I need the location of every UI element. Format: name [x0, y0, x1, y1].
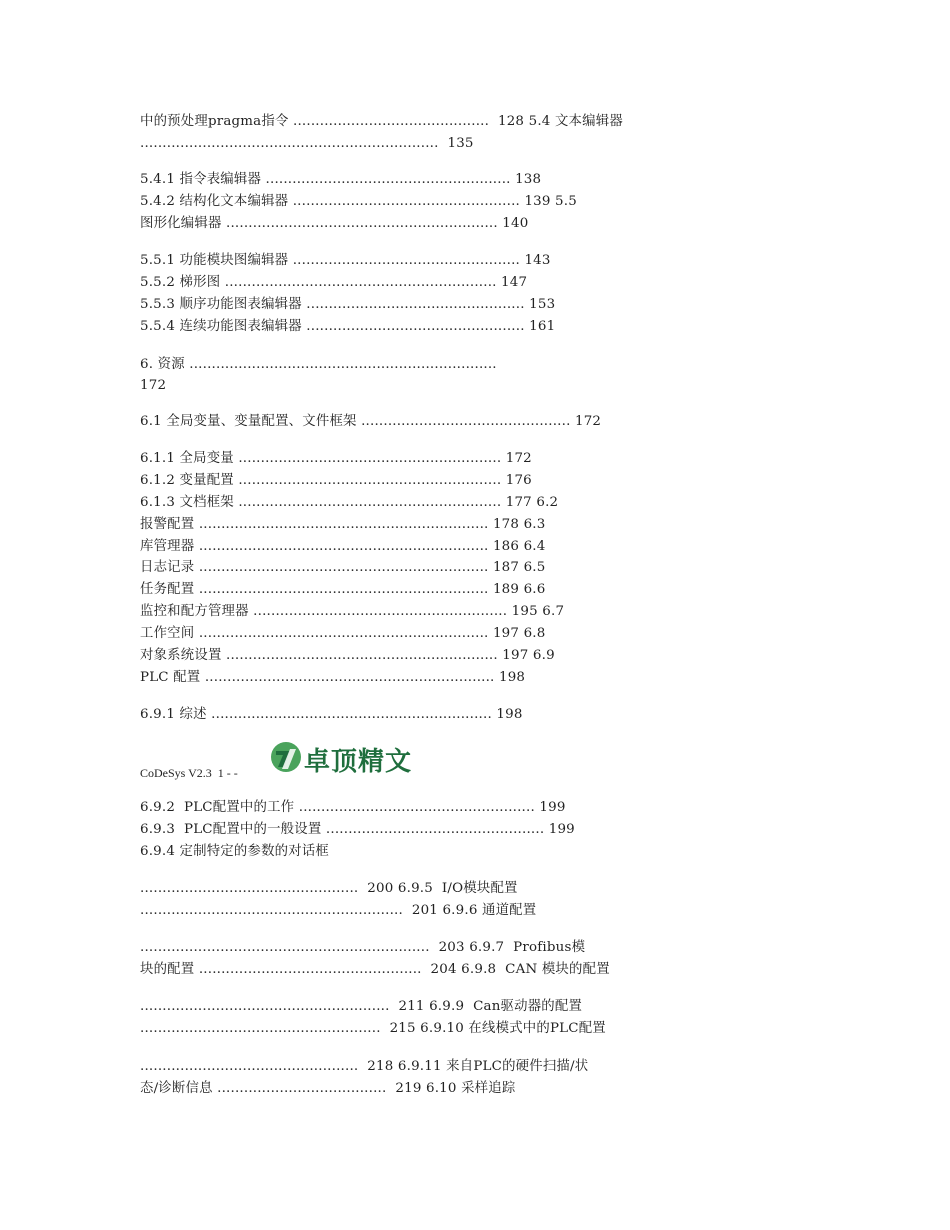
toc-line: 5.5.1 功能模块图编辑器 ................................................... 143 [140, 253, 551, 268]
toc-line: 6.9.1 综述 ............................................................... 198 [140, 707, 523, 722]
toc-line: 6.1.1 全局变量 ........................................................... 172 [140, 451, 532, 466]
toc-line: ................................................................. 203 6.9.7 Profibus模 [140, 940, 586, 955]
toc-line: ................................................. 218 6.9.11 来自PLC的硬件扫描/状 [140, 1059, 589, 1074]
toc-line: 5.4.1 指令表编辑器 ....................................................... 138 [140, 172, 542, 187]
toc-line: 6.1.2 变量配置 ........................................................... 176 [140, 473, 532, 488]
toc-line: 6.9.3 PLC配置中的一般设置 ................................................. 199 [140, 822, 575, 837]
toc-line: 5.5.2 梯形图 ............................................................. 147 [140, 275, 528, 290]
toc-line: 日志记录 ................................................................. 187 6.5 [140, 560, 546, 575]
toc-line: ........................................................ 211 6.9.9 Can驱动器的配置 [140, 999, 583, 1014]
toc-line: ........................................................... 201 6.9.6 通道配置 [140, 903, 537, 918]
toc-line: 对象系统设置 ............................................................. 197 6.9 [140, 648, 555, 663]
toc-line: 6.1 全局变量、变量配置、文件框架 ............................................... 172 [140, 414, 602, 429]
toc-line: 报警配置 ................................................................. 178 6.3 [140, 517, 546, 532]
toc-line: 172 [140, 378, 167, 393]
toc-line: 5.5.3 顺序功能图表编辑器 ................................................. 153 [140, 297, 556, 312]
toc-line: ................................................. 200 6.9.5 I/O模块配置 [140, 881, 518, 896]
toc-line: 监控和配方管理器 ......................................................... 195 6.7 [140, 604, 565, 619]
toc-line: 6. 资源 ..................................................................... [140, 357, 502, 372]
toc-line: 库管理器 ................................................................. 186 6.4 [140, 539, 546, 554]
toc-line: ................................................................... 135 [140, 136, 474, 151]
toc-line: 中的预处理pragma指令 ............................................ 128 5.4 文本编辑器 [140, 114, 623, 129]
toc-line: 任务配置 ................................................................. 189 6.6 [140, 582, 546, 597]
logo-wordmark: 卓顶精文 [304, 747, 413, 777]
toc-line: 图形化编辑器 ............................................................. 140 [140, 216, 529, 231]
toc-line: 6.9.4 定制特定的参数的对话框 [140, 844, 330, 859]
toc-line: 5.4.2 结构化文本编辑器 ................................................... 139 5.5 [140, 194, 577, 209]
toc-line: 6.9.2 PLC配置中的工作 ..................................................... 199 [140, 800, 566, 815]
toc-line: PLC 配置 ................................................................. 198 [140, 670, 526, 685]
page-footer: CoDeSys V2.3 1 - - [140, 766, 238, 780]
logo-mark-icon [268, 739, 304, 775]
toc-line: 5.5.4 连续功能图表编辑器 ................................................. 161 [140, 319, 556, 334]
toc-line: 态/诊断信息 ...................................... 219 6.10 采样追踪 [140, 1081, 516, 1096]
toc-line: 块的配置 .................................................. 204 6.9.8 CAN 模块的配置 [140, 962, 610, 977]
toc-line: ...................................................... 215 6.9.10 在线模式中的PLC配置 [140, 1021, 606, 1036]
toc-line: 6.1.3 文档框架 ........................................................... 177 6.2 [140, 495, 559, 510]
toc-line: 工作空间 ................................................................. 197 6.8 [140, 626, 546, 641]
brand-logo [268, 739, 413, 777]
